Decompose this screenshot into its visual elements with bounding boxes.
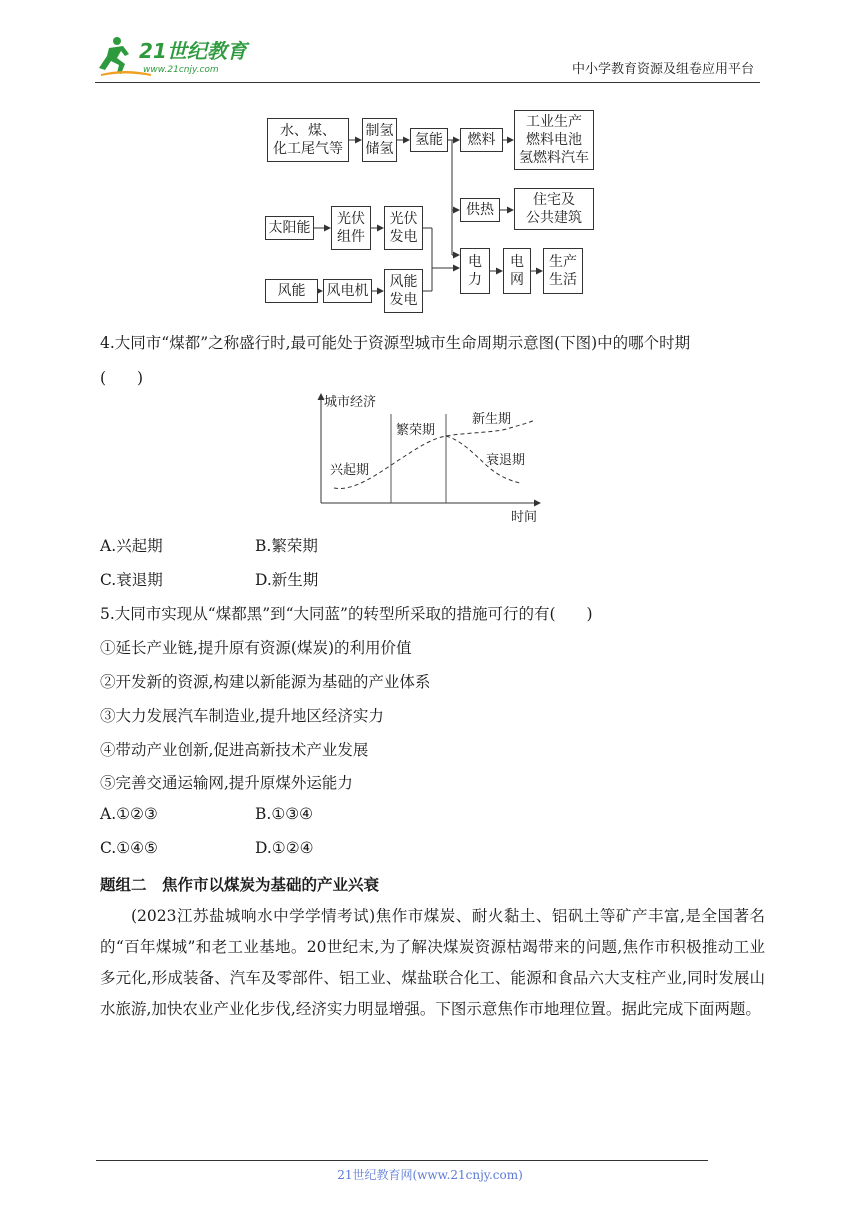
fuel-box: 燃料 — [460, 128, 503, 152]
footer-divider — [96, 1160, 708, 1161]
grid-box: 电 网 — [503, 248, 531, 294]
stage-rise: 兴起期 — [330, 463, 370, 478]
y-axis-label: 城市经济 — [324, 395, 377, 410]
source-box: 水、煤、 化工尾气等 — [267, 118, 349, 162]
wind-power-box: 风能 发电 — [384, 269, 423, 313]
electricity-box: 电 力 — [460, 248, 490, 294]
q4-option-d: D.新生期 — [255, 571, 319, 589]
question-4-blank: ( ) — [100, 369, 144, 387]
q5-item-5: ⑤完善交通运输网,提升原煤外运能力 — [100, 774, 353, 792]
production-life-box: 生产 生活 — [543, 248, 583, 294]
x-axis-label: 时间 — [511, 510, 538, 525]
lifecycle-diagram — [310, 388, 550, 526]
stage-prosper: 繁荣期 — [396, 423, 436, 438]
q5-option-d: D.①②④ — [255, 839, 314, 857]
logo-text: 21世纪教育 — [139, 39, 247, 63]
hydrogen-production-box: 制氢 储氢 — [362, 118, 397, 162]
q5-option-b: B.①③④ — [255, 805, 314, 823]
stage-decline: 衰退期 — [486, 453, 526, 468]
energy-flowchart — [262, 108, 602, 313]
q5-item-3: ③大力发展汽车制造业,提升地区经济实力 — [100, 707, 384, 725]
q5-item-4: ④带动产业创新,促进高新技术产业发展 — [100, 741, 369, 759]
q4-option-c: C.衰退期 — [100, 571, 163, 589]
logo-url: www.21cnjy.com — [143, 65, 219, 75]
q4-option-a: A.兴起期 — [100, 537, 163, 555]
q5-item-1: ①延长产业链,提升原有资源(煤炭)的利用价值 — [100, 639, 412, 657]
wind-box: 风能 — [265, 279, 318, 303]
site-logo — [95, 34, 255, 78]
stage-new-life: 新生期 — [472, 412, 512, 427]
pv-module-box: 光伏 组件 — [331, 206, 371, 250]
q5-option-c: C.①④⑤ — [100, 839, 158, 857]
q5-option-a: A.①②③ — [100, 805, 158, 823]
page-header — [95, 30, 760, 83]
footer-link[interactable]: 21世纪教育网(www.21cnjy.com) — [337, 1168, 523, 1182]
heating-box: 供热 — [460, 198, 500, 222]
wind-turbine-box: 风电机 — [323, 279, 372, 303]
lifecycle-svg — [310, 388, 550, 526]
hydrogen-energy-box: 氢能 — [410, 128, 448, 152]
pv-power-box: 光伏 发电 — [384, 206, 423, 250]
question-4-stem: 4.大同市“煤都”之称盛行时,最可能处于资源型城市生命周期示意图(下图)中的哪个时期 — [100, 334, 691, 352]
heating-uses-box: 住宅及 公共建筑 — [514, 188, 594, 230]
section-paragraph: (2023江苏盐城响水中学学情考试)焦作市煤炭、耐火黏土、铝矾土等矿产丰富,是全国著名的“百年煤城”和老工业基地。20世纪末,为了解决煤炭资源枯竭带来的问题,焦作市积极推动工业多元化,形成装备、汽车及零部件、铝工业、煤盐联合化工、能源和食品六大支柱产业,同时发展山水旅游,加快农业产业化步伐,经济实力明显增强。下图示意焦作市地理位置。据此完成下面两题。 — [100, 907, 765, 1018]
solar-box: 太阳能 — [265, 216, 314, 240]
question-5-stem: 5.大同市实现从“煤都黑”到“大同蓝”的转型所采取的措施可行的有( ) — [100, 605, 593, 623]
q5-item-2: ②开发新的资源,构建以新能源为基础的产业体系 — [100, 673, 431, 691]
fuel-uses-box: 工业生产 燃料电池 氢燃料汽车 — [514, 110, 594, 170]
section-title: 题组二 焦作市以煤炭为基础的产业兴衰 — [100, 876, 380, 894]
q4-option-b: B.繁荣期 — [255, 537, 318, 555]
platform-label: 中小学教育资源及组卷应用平台 — [571, 62, 754, 77]
